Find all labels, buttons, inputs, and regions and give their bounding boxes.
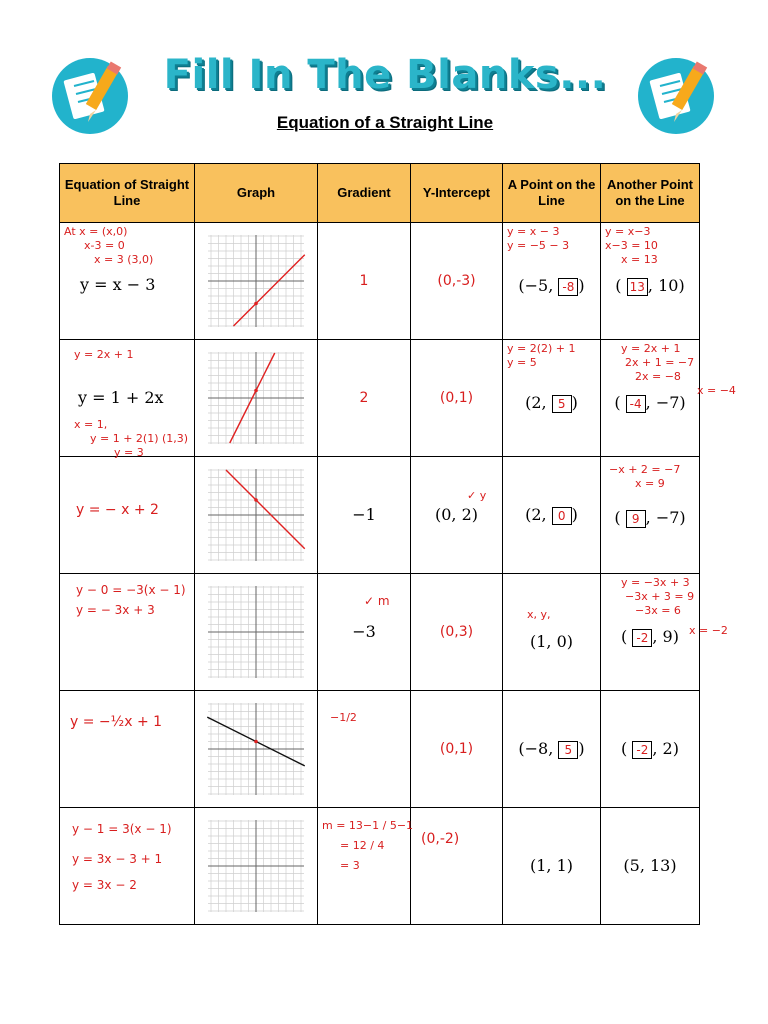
table-row (60, 691, 700, 808)
answer-box: 0 (552, 507, 572, 525)
notepad-pencil-icon (636, 56, 716, 136)
note-line: y = −3x + 3 (621, 576, 690, 589)
gradient-value: 2 (359, 390, 369, 406)
gradient-cell (318, 340, 411, 457)
note-line: = 3 (340, 859, 360, 872)
note-line: y = 2(2) + 1 (507, 342, 576, 355)
note-line: y − 0 = −3(x − 1) (76, 583, 186, 597)
point-prefix: (2, (525, 505, 552, 524)
note-line: y − 1 = 3(x − 1) (72, 822, 172, 836)
another-notes (605, 342, 694, 384)
page-title: Fill In The Blanks... (163, 52, 607, 98)
header-graph: Graph (195, 164, 318, 223)
table-row (60, 574, 700, 691)
note-line: At x = (x,0) (64, 225, 128, 238)
point-cell (503, 223, 601, 340)
graph-cell (195, 691, 318, 808)
note-line: y = 2x + 1 (621, 342, 681, 355)
graph-cell (195, 808, 318, 925)
note-line: −3x = 6 (635, 604, 681, 617)
point-cell (503, 457, 601, 574)
note-line: y = 5 (507, 356, 537, 369)
note-line: y = −5 − 3 (507, 239, 570, 252)
note-line: 2x = −8 (635, 370, 681, 383)
equation-notes (64, 225, 153, 267)
note-line: m = 13−1 / 5−1 (322, 819, 414, 832)
note-line: −x + 2 = −7 (609, 463, 681, 476)
header-point: A Point on the Line (503, 164, 601, 223)
margin-note: x = −4 (697, 384, 736, 397)
note-line: y = 2x + 1 (74, 348, 134, 361)
note-line: x-3 = 0 (84, 239, 125, 252)
point-suffix: , 2) (652, 739, 679, 758)
intercept-value: (0,1) (439, 390, 474, 406)
note-line: x, y, (527, 608, 551, 621)
gradient-value: −3 (352, 622, 376, 641)
subtitle: Equation of a Straight Line (276, 113, 494, 132)
intercept-dot (254, 740, 258, 744)
equation-text: y = 1 + 2x (78, 388, 164, 407)
intercept-cell (411, 340, 503, 457)
equation-cell (60, 574, 195, 691)
equation-text: y = x − 3 (80, 275, 156, 294)
header-equation: Equation of Straight Line (60, 164, 195, 223)
equation-notes (74, 418, 188, 460)
intercept-dot (254, 389, 258, 393)
answer-box: -4 (626, 395, 646, 413)
intercept-value: (0,1) (439, 741, 474, 757)
intercept-dot (254, 302, 258, 306)
note-line: y = x−3 (605, 225, 651, 238)
equation-cell (60, 340, 195, 457)
another-point-cell (601, 457, 700, 574)
intercept-value: (0,3) (439, 624, 474, 640)
note-line: x = 9 (635, 477, 665, 490)
equation-handwritten: y = − x + 2 (76, 502, 159, 518)
check-mark: ✓ m (364, 594, 390, 608)
note-line: x = 3 (3,0) (94, 253, 154, 266)
another-point-cell (601, 574, 728, 691)
gradient-cell (318, 808, 414, 925)
equation-cell (60, 457, 195, 574)
table-row (60, 808, 700, 925)
point-prefix: ( (614, 393, 626, 412)
point-cell (503, 340, 601, 457)
point-prefix: (−5, (518, 276, 559, 295)
intercept-cell (411, 223, 503, 340)
point-prefix: (−8, (518, 739, 559, 758)
another-point-cell (601, 340, 736, 457)
header-intercept: Y-Intercept (411, 164, 503, 223)
point-prefix: ( (621, 627, 633, 646)
note-line: x = 13 (621, 253, 658, 266)
note-line: y = 3x − 2 (72, 878, 137, 892)
graph-cell (195, 457, 318, 574)
gradient-cell (318, 691, 411, 808)
point-prefix: ( (614, 508, 626, 527)
note-line: −3x + 3 = 9 (625, 590, 695, 603)
graph-line (234, 255, 305, 326)
another-point-cell (601, 223, 700, 340)
point-suffix: ) (571, 393, 578, 412)
point-suffix: , 10) (647, 276, 685, 295)
intercept-cell (411, 574, 503, 691)
intercept-dot (254, 498, 258, 502)
intercept-value: (0,-3) (437, 273, 476, 289)
gradient-value: −1/2 (330, 711, 357, 724)
another-notes (605, 463, 680, 491)
point-suffix: ) (571, 505, 578, 524)
point-cell (503, 808, 601, 925)
answer-box: 9 (626, 510, 646, 528)
intercept-value: (0, 2) (434, 505, 478, 524)
table-row (60, 223, 700, 340)
another-notes (605, 576, 694, 618)
another-point-cell (601, 691, 700, 808)
header-another-point: Another Point on the Line (601, 164, 700, 223)
intercept-cell (411, 808, 503, 925)
another-notes (605, 225, 658, 267)
coordinate-grid (206, 467, 306, 563)
answer-box: -8 (558, 278, 578, 296)
answer-box: 5 (558, 741, 578, 759)
margin-note: x = −2 (689, 624, 728, 637)
coordinate-grid (206, 584, 306, 680)
gradient-notes (322, 816, 413, 876)
gradient-cell (318, 223, 411, 340)
gradient-value: 1 (359, 273, 369, 289)
table-row (60, 340, 700, 457)
point-notes (527, 608, 551, 622)
table-row (60, 457, 700, 574)
intercept-cell (411, 691, 503, 808)
note-line: y = − 3x + 3 (76, 603, 155, 617)
equation-notes (76, 580, 186, 620)
intercept-value: (0,-2) (421, 831, 460, 847)
note-line: x−3 = 10 (605, 239, 658, 252)
note-line: y = 3 (114, 446, 144, 459)
point-value: (1, 0) (529, 632, 573, 651)
graph-cell (195, 223, 318, 340)
equation-notes (64, 342, 133, 362)
point-suffix: ) (578, 739, 585, 758)
note-line: 2x + 1 = −7 (625, 356, 695, 369)
intercept-cell (411, 457, 503, 574)
point-suffix: ) (578, 276, 585, 295)
answer-box: -2 (632, 629, 652, 647)
coordinate-grid (206, 233, 306, 329)
point-prefix: (2, (525, 393, 552, 412)
note-line: = 12 / 4 (340, 839, 385, 852)
another-point-cell (601, 808, 700, 925)
note-line: x = 1, (74, 418, 108, 431)
equation-cell (60, 808, 195, 925)
note-line: y = x − 3 (507, 225, 560, 238)
note-line: y = 1 + 2(1) (1,3) (90, 432, 189, 445)
gradient-cell (318, 574, 411, 691)
coordinate-grid (206, 701, 306, 797)
point-value: (1, 1) (529, 856, 573, 875)
answer-box: -2 (632, 741, 652, 759)
equation-cell (60, 223, 195, 340)
worksheet-table (59, 163, 736, 925)
graph-cell (195, 574, 318, 691)
graph-line (226, 470, 305, 549)
point-cell (503, 691, 601, 808)
note-line: y = 3x − 3 + 1 (72, 852, 163, 866)
point-suffix: , −7) (645, 508, 686, 527)
header-gradient: Gradient (318, 164, 411, 223)
equation-notes (72, 814, 172, 900)
point-value: (5, 13) (623, 856, 677, 875)
gradient-cell (318, 457, 411, 574)
equation-cell (60, 691, 195, 808)
gradient-value: −1 (352, 505, 376, 524)
answer-box: 13 (627, 278, 648, 296)
answer-box: 5 (552, 395, 572, 413)
coordinate-grid (206, 350, 306, 446)
check-mark: ✓ y (467, 489, 487, 502)
equation-handwritten: y = −½x + 1 (70, 714, 163, 730)
coordinate-grid (206, 818, 306, 914)
header-row (60, 164, 700, 223)
point-suffix: , 9) (652, 627, 679, 646)
notepad-pencil-icon (50, 56, 130, 136)
point-suffix: , −7) (645, 393, 686, 412)
graph-cell (195, 340, 318, 457)
point-notes (507, 225, 569, 253)
point-cell (503, 574, 601, 691)
point-notes (507, 342, 576, 370)
point-prefix: ( (621, 739, 633, 758)
point-prefix: ( (615, 276, 627, 295)
